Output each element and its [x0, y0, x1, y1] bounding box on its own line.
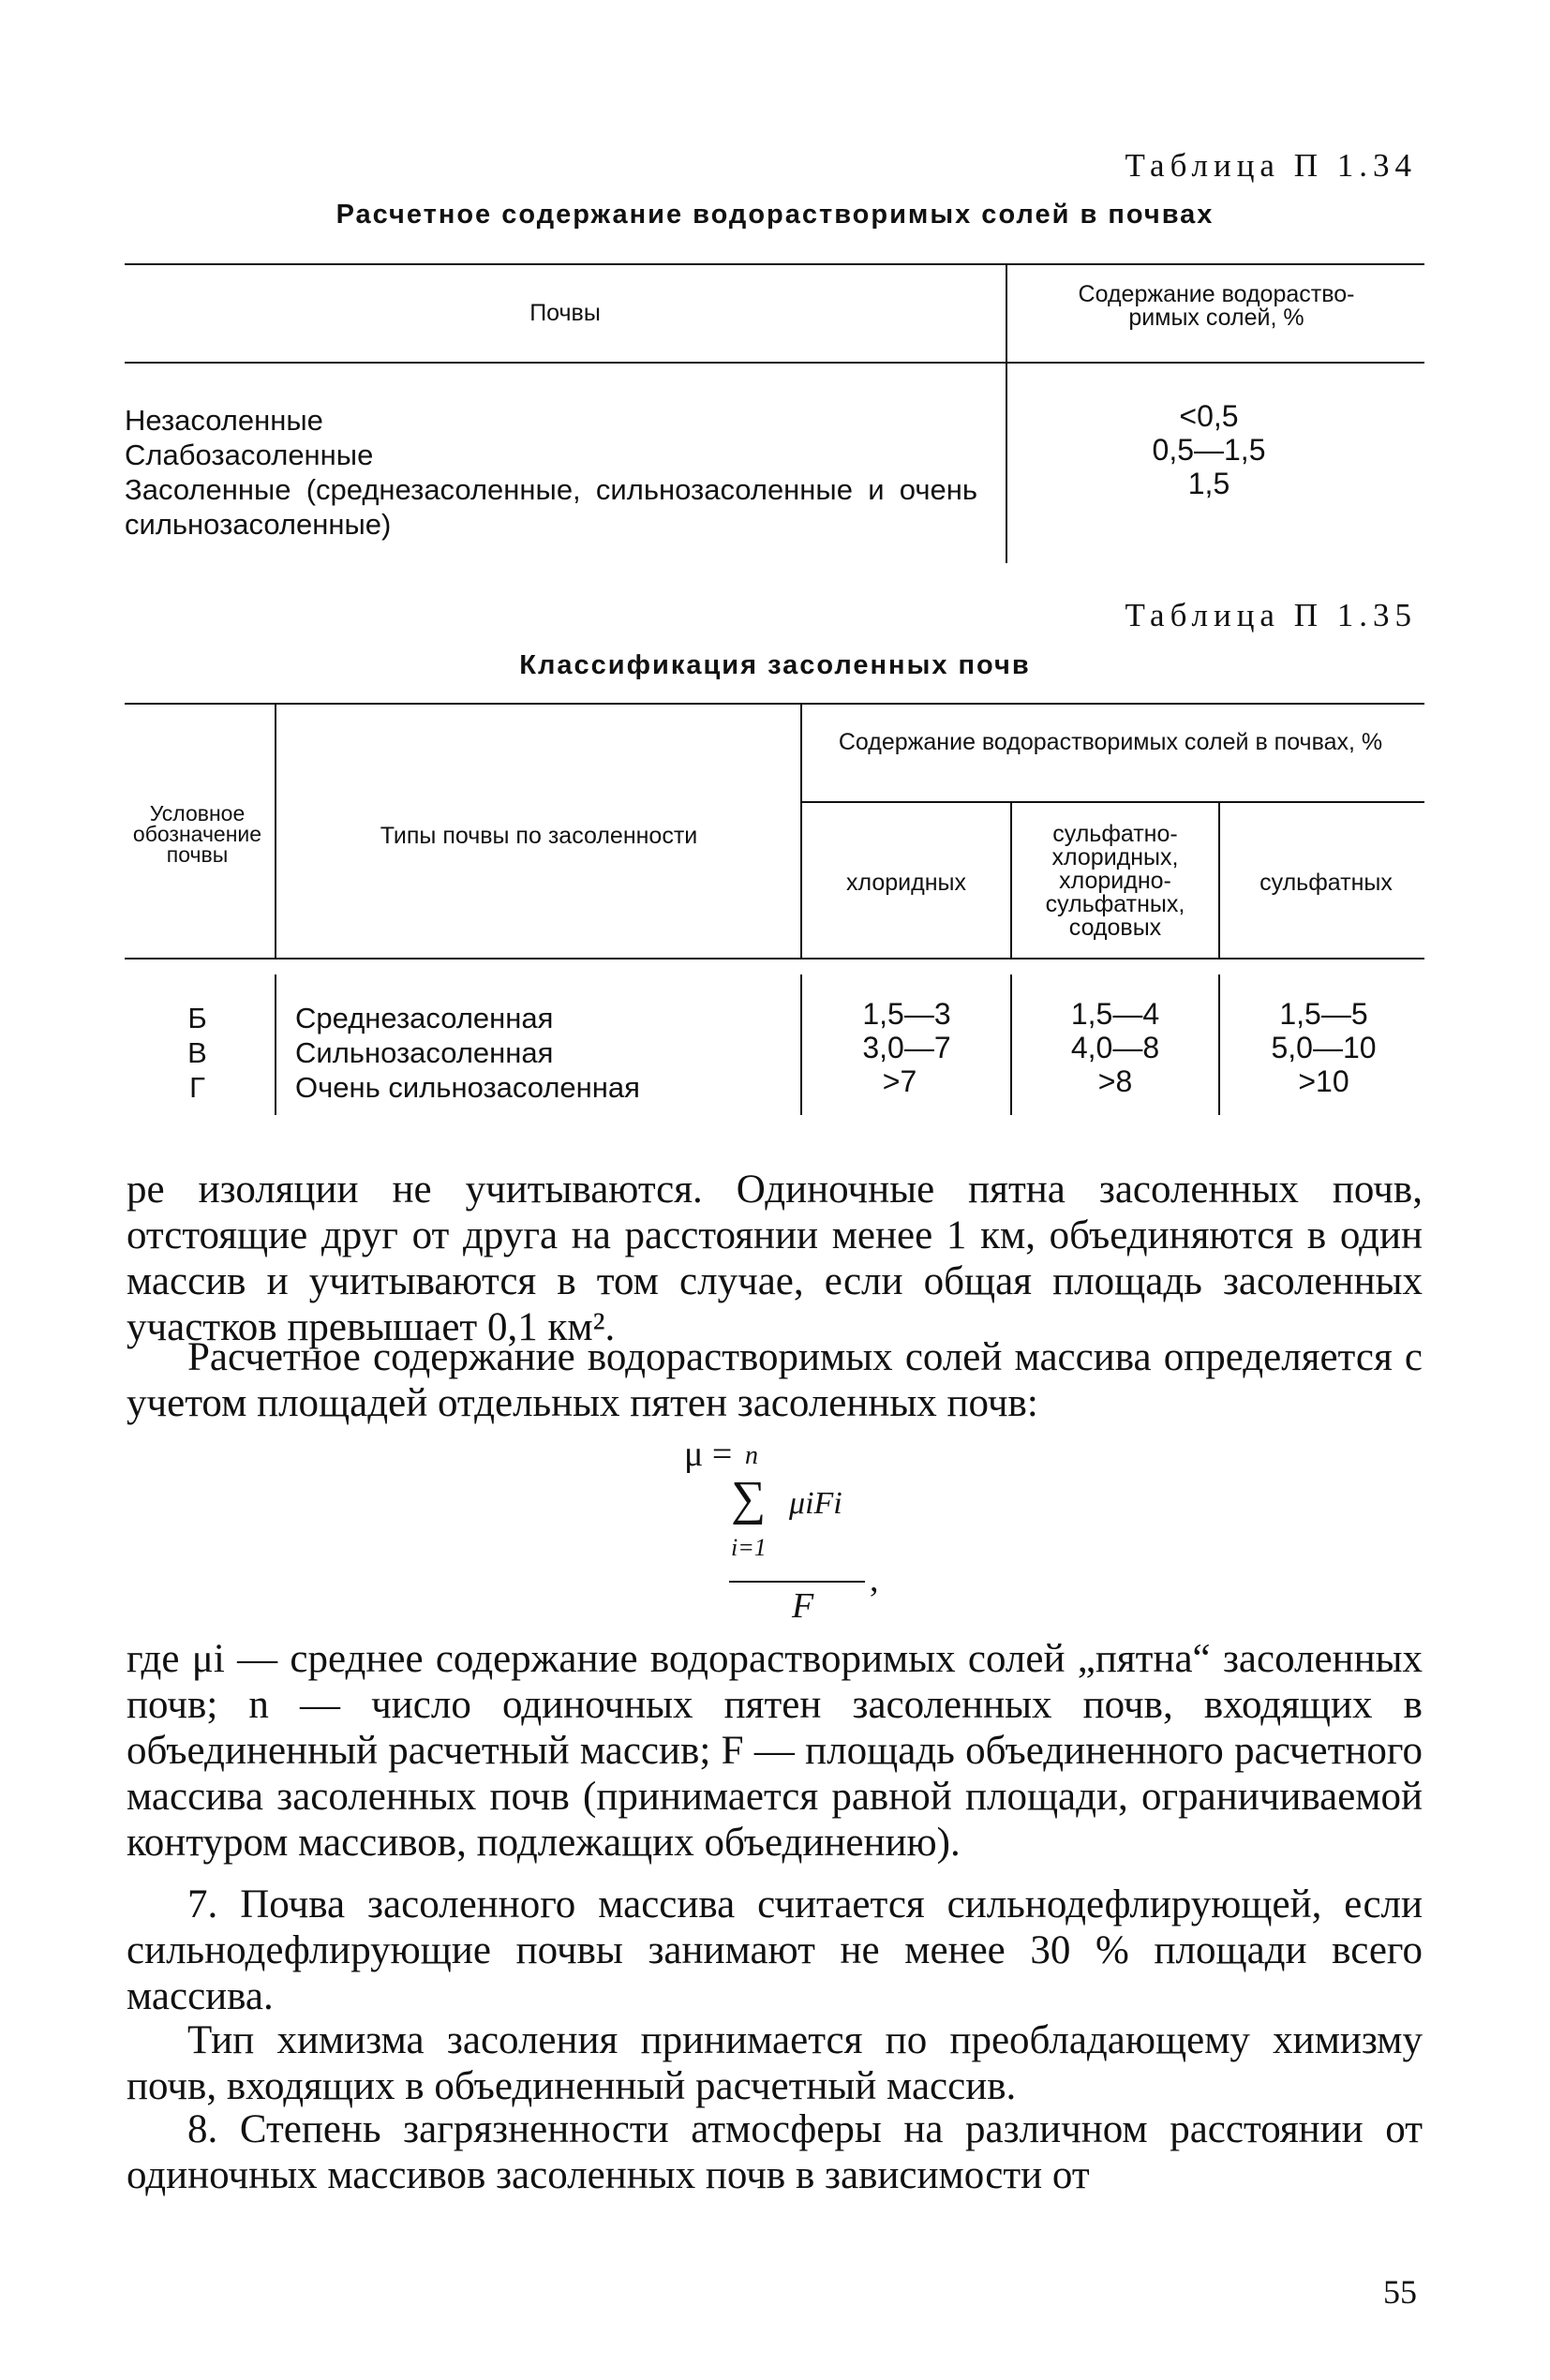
table1-row-3-soil: Засоленные (среднезасоленные, сильнозасоленные и очень сильнозасоленные) — [125, 473, 977, 541]
paragraph-6-text: 8. Степень загрязненности атмосферы на различном расстоянии от одиночных массивов засоленных почв в зависимости от — [127, 2107, 1423, 2197]
table2-caption: Таблица П 1.35 — [1125, 597, 1417, 633]
table2-row-3-sulfate: >10 — [1298, 1064, 1349, 1098]
table2-row-1-sulfate: 1,5—5 — [1279, 997, 1368, 1031]
table2-divider-1-body — [275, 974, 276, 1115]
paragraph-2 — [127, 1334, 1423, 1426]
table1-header-content: Содержание водораство-римых солей, % — [1078, 281, 1355, 331]
table1-column-divider — [1006, 263, 1007, 563]
table2-top-rule — [125, 703, 1424, 705]
table2-row-2-chloride: 3,0—7 — [862, 1031, 951, 1064]
paragraph-4-text: 7. Почва засоленного массива считается сильнодефлирующей, если сильнодефлирующие почвы занимают не менее 30 % площади всего массива. — [127, 1882, 1423, 2018]
paragraph-5 — [127, 2017, 1423, 2109]
table2-row-1-mixed: 1,5—4 — [1070, 997, 1160, 1031]
formula-lower-limit: i=1 — [731, 1534, 767, 1561]
table2-header-sulfate: сульфатных — [1259, 870, 1393, 896]
table2-divider-3-body — [1010, 974, 1012, 1115]
table2-row-3-code: Г — [189, 1071, 205, 1104]
table2-header-type: Типы почвы по засоленности — [380, 823, 698, 849]
paragraph-6 — [127, 2106, 1423, 2198]
paragraph-3-text: где μi — среднее содержание водорастворимых солей „пятна“ засоленных почв; n — число одиночных пятен засоленных почв, входящих в объединенный расчетный массив; F — площадь объединенного расчетного массива засоленных почв (принимается равной площади, ограничиваемой контуром массивов, подлежащих объединению). — [127, 1637, 1423, 1865]
table2-divider-4-head — [1218, 801, 1220, 958]
paragraph-3 — [127, 1636, 1423, 1866]
paragraph-4 — [127, 1882, 1423, 2019]
table2-row-3-type: Очень сильнозасоленная — [295, 1071, 640, 1104]
table2-row-1-chloride: 1,5—3 — [862, 997, 951, 1031]
table2-header-rule — [125, 958, 1424, 959]
table2-title: Классификация засоленных почв — [519, 650, 1031, 680]
paragraph-2-text: Расчетное содержание водорастворимых солей массива определяется с учетом площадей отдельных пятен засоленных почв: — [127, 1335, 1423, 1425]
table2-row-3-chloride: >7 — [882, 1064, 917, 1098]
table1-row-2-value: 0,5—1,5 — [1152, 433, 1266, 467]
formula-upper-limit: n — [745, 1441, 758, 1470]
table2-subheader-rule — [800, 801, 1424, 803]
formula-denominator: F — [792, 1586, 814, 1626]
table1-row-1-value: <0,5 — [1179, 399, 1239, 433]
table2-header-mixed: сульфатно-хлоридных, хлоридно-сульфатных, содовых — [1045, 821, 1185, 941]
table2-row-2-code: В — [187, 1036, 207, 1069]
formula-sum-sign: ∑ — [731, 1472, 767, 1525]
table2-divider-1-head — [275, 703, 276, 958]
table1-top-rule — [125, 263, 1424, 265]
table2-header-group: Содержание водорастворимых солей в почвах, % — [838, 729, 1383, 755]
table1-header-soil: Почвы — [529, 300, 601, 326]
table2-header-code: Условное обозначение почвы — [132, 801, 262, 867]
table2-divider-3-head — [1010, 801, 1012, 958]
formula-numerator-term: μiFi — [789, 1486, 842, 1521]
table1-row-1-soil: Незасоленные — [125, 404, 323, 437]
page-number: 55 — [1383, 2273, 1417, 2311]
table1-caption: Таблица П 1.34 — [1125, 147, 1417, 184]
table2-divider-4-body — [1218, 974, 1220, 1115]
table2-row-3-mixed: >8 — [1097, 1064, 1133, 1098]
table2-row-2-sulfate: 5,0—10 — [1271, 1031, 1377, 1064]
table2-header-chloride: хлоридных — [845, 870, 966, 896]
formula-fraction-bar — [729, 1581, 865, 1583]
table2-row-2-type: Сильнозасоленная — [295, 1036, 554, 1069]
table2-row-1-code: Б — [187, 1002, 207, 1034]
paragraph-5-text: Тип химизма засоления принимается по преобладающему химизму почв, входящих в объединенный расчетный массив. — [127, 2018, 1423, 2108]
table2-divider-2-body — [800, 974, 802, 1115]
table1-title: Расчетное содержание водорастворимых солей в почвах — [335, 200, 1215, 230]
table2-row-1-type: Среднезасоленная — [295, 1002, 554, 1034]
formula-tail: , — [870, 1560, 879, 1599]
formula-lhs: μ = — [684, 1435, 733, 1474]
table1-header-rule — [125, 362, 1424, 364]
table1-row-2-soil: Слабозасоленные — [125, 439, 374, 471]
paragraph-1-text: ре изоляции не учитываются. Одиночные пятна засоленных почв, отстоящие друг от друга на расстоянии менее 1 км, объединяются в один массив и учитываются в том случае, если общая площадь засоленных участков превышает 0,1 км². — [127, 1168, 1423, 1349]
paragraph-1 — [127, 1167, 1423, 1350]
table1-row-3-value: 1,5 — [1187, 467, 1230, 500]
table2-divider-2-head — [800, 703, 802, 958]
table2-row-2-mixed: 4,0—8 — [1070, 1031, 1160, 1064]
